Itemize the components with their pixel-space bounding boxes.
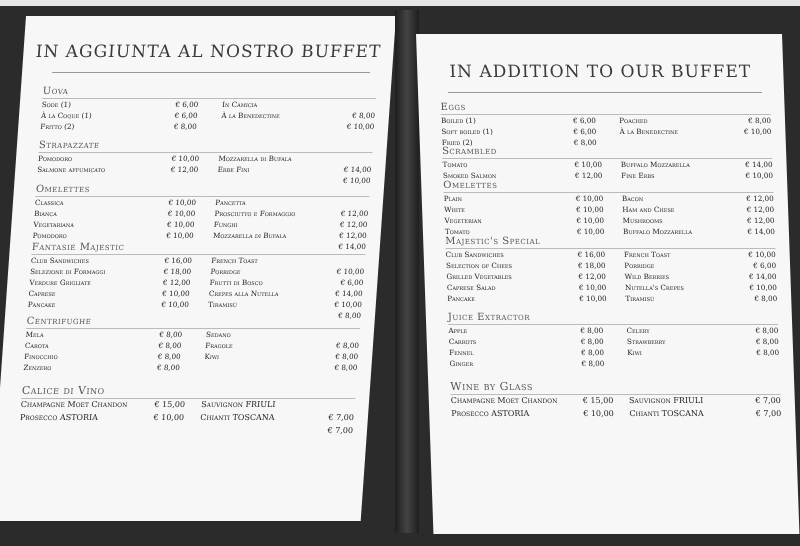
- item-name: Caprese: [28, 289, 56, 298]
- item-name: Bianca: [33, 209, 58, 218]
- item-name: Vegeterian: [444, 216, 482, 225]
- item-price: € 10,00: [346, 122, 375, 131]
- item-name: Apple: [448, 326, 468, 335]
- item-price: € 15,00: [582, 396, 614, 405]
- item-price: € 10,00: [745, 171, 774, 180]
- menu-row: [38, 154, 373, 165]
- item-name: Funghi: [213, 220, 239, 229]
- section-heading: Calice di Vino: [21, 384, 356, 399]
- page-title: IN ADDITION TO OUR BUFFET: [449, 62, 752, 82]
- item-name: Prosecco ASTORIA: [451, 409, 530, 418]
- menu-section: [440, 102, 772, 149]
- item-name: Fine Erbs: [620, 171, 655, 180]
- item-price: € 10,00: [161, 289, 190, 298]
- item-price: € 12,00: [746, 216, 775, 225]
- item-name: Prosciutto e Formaggio: [214, 209, 296, 218]
- item-price: € 10,00: [166, 220, 195, 229]
- item-price: € 10,00: [579, 294, 607, 303]
- item-name: Ham and Chese: [622, 205, 675, 214]
- item-name: Fritto (2): [39, 122, 75, 131]
- menu-row: [24, 352, 359, 363]
- item-name: Pomodoro: [37, 154, 73, 163]
- item-name: White: [443, 205, 466, 214]
- menu-row: [442, 160, 772, 171]
- item-name: Mela: [25, 330, 44, 339]
- menu-section: [40, 86, 377, 133]
- item-name: Fragole: [205, 341, 234, 350]
- item-price: € 8,00: [337, 311, 362, 320]
- item-name: Strawberry: [626, 337, 666, 346]
- page-title: IN AGGIUNTA AL NOSTRO BUFFET: [35, 42, 382, 62]
- item-name: Wild Berries: [624, 272, 670, 281]
- item-price: € 7,00: [328, 413, 355, 422]
- item-name: Tiramisù: [207, 300, 238, 309]
- item-price: € 16,00: [577, 250, 606, 259]
- section-heading: Fantasie Majestic: [31, 242, 366, 255]
- item-name: Grilled Vegetables: [446, 272, 512, 281]
- item-price: € 10,00: [336, 267, 365, 276]
- item-name: Buffalo Mozzarella: [622, 227, 693, 236]
- section-heading: Omelettes: [35, 184, 370, 197]
- menu-row: [441, 127, 771, 138]
- item-price: € 8,00: [754, 294, 778, 303]
- item-price: € 10,00: [334, 300, 363, 309]
- menu-section: [445, 236, 777, 305]
- menu-row: [25, 330, 360, 341]
- item-name: Tiramisù: [625, 294, 655, 303]
- item-name: Caprese Salad: [446, 283, 496, 292]
- item-price: € 10,00: [583, 409, 614, 418]
- english-menu-page: [416, 34, 799, 534]
- section-heading: Centrifughe: [26, 316, 361, 329]
- menu-section: [442, 146, 773, 182]
- item-price: € 12,00: [340, 209, 369, 218]
- menu-row: [451, 396, 781, 409]
- item-price: € 10,00: [153, 413, 185, 422]
- item-price: € 14,00: [747, 227, 776, 236]
- item-name: Ginger: [449, 359, 474, 368]
- italian-menu-page: [0, 16, 396, 521]
- menu-row: [30, 256, 365, 267]
- item-price: € 14,00: [744, 160, 773, 169]
- item-price: € 10,00: [342, 176, 371, 185]
- menu-row: [40, 122, 375, 133]
- menu-row: [449, 337, 779, 348]
- item-name: French Toast: [210, 256, 259, 265]
- item-price: € 14,00: [748, 272, 777, 281]
- item-price: € 10,00: [575, 194, 604, 203]
- item-price: € 8,00: [580, 348, 605, 357]
- item-name: Champagne Moet Chandon: [450, 396, 558, 405]
- item-name: Bacon: [621, 194, 644, 203]
- item-price: € 10,00: [161, 300, 190, 309]
- item-price: € 10,00: [171, 154, 200, 163]
- item-price: € 14,00: [334, 289, 363, 298]
- menu-row: [449, 359, 779, 370]
- item-name: Smoked Salmon: [442, 171, 497, 180]
- item-name: Zenzero: [23, 363, 52, 372]
- section-heading: Majestic's Special: [445, 236, 775, 249]
- item-name: Selezione di Formaggi: [29, 267, 106, 276]
- item-price: € 8,00: [755, 326, 779, 335]
- menu-row: [448, 326, 778, 337]
- menu-row: [41, 111, 376, 122]
- menu-row: [444, 216, 774, 227]
- item-price: € 6,00: [753, 261, 777, 270]
- item-price: € 18,00: [577, 261, 606, 270]
- menu-row: [28, 289, 363, 300]
- item-name: Chianti TOSCANA: [199, 413, 275, 422]
- item-price: € 12,00: [578, 272, 607, 281]
- menu-row: [27, 300, 362, 311]
- item-price: € 8,00: [755, 337, 779, 346]
- item-price: € 8,00: [335, 352, 359, 361]
- menu-row: [446, 250, 776, 261]
- menu-section: [448, 312, 780, 370]
- menu-section: [36, 140, 373, 187]
- item-price: € 10,00: [168, 198, 197, 207]
- item-price: € 10,00: [575, 205, 604, 214]
- menu-row: [37, 165, 372, 176]
- menu-spine: [395, 10, 419, 533]
- item-price: € 8,00: [747, 116, 772, 125]
- item-name: Sauvignon FRIULI: [200, 400, 276, 409]
- menu-row: [18, 426, 353, 439]
- item-name: Fried (2): [441, 138, 473, 147]
- section-heading: Wine by Glass: [450, 380, 781, 395]
- menu-row: [451, 409, 781, 422]
- item-name: Sauvignon FRIULI: [628, 396, 704, 405]
- item-price: € 10,00: [748, 250, 776, 259]
- menu-row: [449, 348, 779, 359]
- item-name: Champagne Moet Chandon: [20, 400, 128, 409]
- menu-row: [25, 341, 360, 352]
- item-price: € 7,00: [755, 409, 782, 418]
- menu-row: [447, 294, 777, 305]
- menu-section: [443, 180, 775, 238]
- item-name: French Toast: [623, 250, 671, 259]
- item-name: Erbe Fini: [217, 165, 250, 174]
- item-price: € 8,00: [351, 111, 376, 120]
- item-price: € 10,00: [576, 216, 605, 225]
- section-heading: Juice Extractor: [448, 312, 778, 325]
- item-price: € 14,00: [338, 242, 367, 251]
- item-name: Sode (1): [41, 100, 72, 109]
- item-price: € 8,00: [756, 348, 780, 357]
- item-name: Finocchio: [23, 352, 59, 361]
- item-name: Poached: [619, 116, 648, 125]
- menu-row: [30, 267, 365, 278]
- item-price: € 7,00: [327, 426, 354, 435]
- item-name: Nutella's Crepes: [624, 283, 684, 292]
- menu-section: [27, 242, 367, 322]
- menu-row: [33, 220, 368, 231]
- item-name: À la Coque (1): [40, 111, 93, 120]
- item-price: € 6,00: [573, 127, 597, 136]
- menu-section: [450, 380, 781, 422]
- item-price: € 8,00: [159, 330, 183, 339]
- item-name: Club Sandwiches: [445, 250, 504, 259]
- menu-row: [19, 413, 354, 426]
- item-name: À la Benedectine: [619, 127, 679, 136]
- item-price: € 10,00: [743, 127, 772, 136]
- item-name: Mushrooms: [622, 216, 663, 225]
- section-heading: Uova: [42, 86, 377, 99]
- item-name: Classica: [34, 198, 64, 207]
- item-name: Selection of Chees: [445, 261, 513, 270]
- item-name: Tomato: [442, 160, 468, 169]
- title-divider: [448, 92, 762, 93]
- item-name: Verdure Grigliate: [29, 278, 92, 287]
- item-price: € 10,00: [167, 209, 196, 218]
- menu-row: [32, 231, 367, 242]
- menu-row: [446, 272, 776, 283]
- item-price: € 6,00: [175, 100, 199, 109]
- item-price: € 8,00: [335, 341, 360, 350]
- item-name: Kiwi: [204, 352, 220, 361]
- item-name: Carota: [24, 341, 49, 350]
- item-price: € 8,00: [580, 337, 604, 346]
- item-price: € 6,00: [174, 111, 198, 120]
- item-name: Pancake: [447, 294, 476, 303]
- item-name: À la Benedectine: [221, 111, 281, 120]
- item-price: € 10,00: [574, 160, 603, 169]
- menu-row: [29, 278, 364, 289]
- item-name: Celery: [626, 326, 650, 335]
- menu-row: [23, 363, 358, 374]
- section-heading: Scrambled: [442, 146, 772, 159]
- item-name: Chianti TOSCANA: [629, 409, 704, 418]
- section-heading: Eggs: [440, 102, 770, 115]
- menu-row: [20, 400, 355, 413]
- item-price: € 8,00: [334, 363, 358, 372]
- item-name: Porridge: [210, 267, 241, 276]
- item-price: € 10,00: [578, 283, 607, 292]
- item-price: € 8,00: [580, 326, 604, 335]
- title-divider: [52, 72, 370, 73]
- item-price: € 12,00: [746, 205, 775, 214]
- item-name: Fennel: [448, 348, 474, 357]
- section-heading: Omelettes: [443, 180, 773, 193]
- item-price: € 12,00: [170, 165, 199, 174]
- item-name: Mozzarella di Bufala: [212, 231, 287, 240]
- item-name: Kiwi: [627, 348, 642, 357]
- item-price: € 15,00: [154, 400, 186, 409]
- item-price: € 12,00: [162, 278, 191, 287]
- section-heading: Strapazzate: [38, 140, 373, 153]
- menu-row: [447, 283, 777, 294]
- item-name: Prosecco ASTORIA: [19, 413, 99, 422]
- item-name: In Camicia: [221, 100, 258, 109]
- item-price: € 8,00: [581, 359, 605, 368]
- item-price: € 10,00: [165, 231, 194, 240]
- item-price: € 6,00: [340, 278, 364, 287]
- menu-row: [444, 194, 774, 205]
- item-name: Boiled (1): [440, 116, 476, 125]
- item-name: Soft boiled (1): [441, 127, 493, 136]
- item-name: Crepes alla Nutella: [208, 289, 279, 298]
- item-price: € 8,00: [173, 122, 198, 131]
- item-price: € 14,00: [343, 165, 372, 174]
- menu-row: [444, 205, 774, 216]
- item-name: Sedano: [205, 330, 232, 339]
- item-name: Club Sandwiches: [30, 256, 90, 265]
- item-name: Pancake: [27, 300, 56, 309]
- item-price: € 16,00: [164, 256, 193, 265]
- menu-row: [446, 261, 776, 272]
- item-name: Pomodoro: [32, 231, 68, 240]
- item-price: € 8,00: [157, 352, 181, 361]
- item-price: € 12,00: [339, 220, 368, 229]
- menu-row: [441, 116, 771, 127]
- menu-row: [41, 100, 376, 111]
- item-price: € 8,00: [573, 138, 597, 147]
- item-name: Salmone affumicato: [36, 165, 106, 174]
- item-name: Buffalo Mozzarella: [620, 160, 690, 169]
- menu-section: [23, 316, 361, 374]
- item-name: Vegetariana: [33, 220, 75, 229]
- item-price: € 12,00: [338, 231, 367, 240]
- item-price: € 10,00: [576, 227, 605, 236]
- item-name: Mozzarella di Bufala: [218, 154, 293, 163]
- item-price: € 8,00: [158, 341, 182, 350]
- item-price: € 8,00: [156, 363, 181, 372]
- item-price: € 10,00: [749, 283, 778, 292]
- item-price: € 12,00: [746, 194, 774, 203]
- item-name: Pancetta: [215, 198, 247, 207]
- menu-section: [18, 384, 356, 439]
- menu-row: [34, 209, 369, 220]
- item-price: € 12,00: [574, 171, 603, 180]
- item-price: € 7,00: [755, 396, 781, 405]
- item-name: Plain: [443, 194, 463, 203]
- item-name: Porridge: [624, 261, 655, 270]
- item-price: € 6,00: [572, 116, 597, 125]
- item-name: Tomato: [444, 227, 470, 236]
- item-name: Frutti di Bosco: [209, 278, 264, 287]
- item-price: € 18,00: [163, 267, 192, 276]
- menu-row: [35, 198, 370, 209]
- item-name: Carrots: [448, 337, 477, 346]
